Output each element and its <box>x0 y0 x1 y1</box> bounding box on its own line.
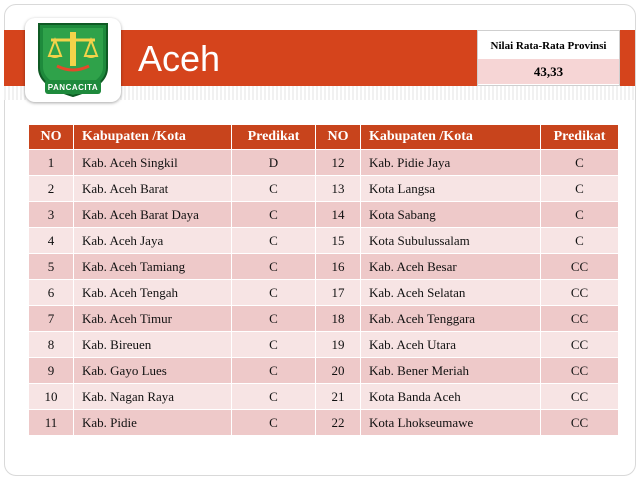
region-name: Kota Langsa <box>361 176 541 202</box>
region-predicate: CC <box>541 254 619 280</box>
row-number: 8 <box>29 332 74 358</box>
row-number: 18 <box>316 306 361 332</box>
region-predicate: CC <box>541 410 619 436</box>
row-number: 11 <box>29 410 74 436</box>
row-number: 6 <box>29 280 74 306</box>
average-score-label: Nilai Rata-Rata Provinsi <box>490 40 607 52</box>
row-number: 22 <box>316 410 361 436</box>
row-number: 12 <box>316 150 361 176</box>
region-name: Kab. Aceh Selatan <box>361 280 541 306</box>
table-row <box>29 358 619 384</box>
row-number: 19 <box>316 332 361 358</box>
region-name: Kab. Gayo Lues <box>74 358 232 384</box>
row-number: 17 <box>316 280 361 306</box>
region-name: Kab. Aceh Tengah <box>74 280 232 306</box>
region-predicate: C <box>541 228 619 254</box>
region-predicate: C <box>232 254 316 280</box>
region-name: Kota Lhokseumawe <box>361 410 541 436</box>
row-number: 2 <box>29 176 74 202</box>
region-predicate: C <box>541 202 619 228</box>
table-header-row <box>29 125 619 150</box>
row-number: 5 <box>29 254 74 280</box>
region-predicate: C <box>232 228 316 254</box>
column-header-name: Kabupaten /Kota <box>74 125 232 150</box>
average-score-value: 43,33 <box>478 59 619 84</box>
row-number: 10 <box>29 384 74 410</box>
region-name: Kab. Nagan Raya <box>74 384 232 410</box>
row-number: 16 <box>316 254 361 280</box>
region-predicate: C <box>232 306 316 332</box>
table-row <box>29 176 619 202</box>
province-logo <box>25 18 121 102</box>
region-predicate: CC <box>541 358 619 384</box>
logo-caption: PANCACITA <box>47 83 99 92</box>
row-number: 13 <box>316 176 361 202</box>
region-predicate: CC <box>541 280 619 306</box>
region-predicate: C <box>232 176 316 202</box>
region-name: Kota Banda Aceh <box>361 384 541 410</box>
table-row <box>29 306 619 332</box>
region-predicate: C <box>232 358 316 384</box>
region-predicate: C <box>232 202 316 228</box>
region-predicate: C <box>232 384 316 410</box>
region-name: Kab. Aceh Timur <box>74 306 232 332</box>
region-name: Kab. Aceh Tamiang <box>74 254 232 280</box>
row-number: 3 <box>29 202 74 228</box>
table-row <box>29 280 619 306</box>
row-number: 21 <box>316 384 361 410</box>
page-title: Aceh <box>138 38 221 79</box>
region-predicate: C <box>541 176 619 202</box>
region-name: Kab. Aceh Tenggara <box>361 306 541 332</box>
table-row <box>29 150 619 176</box>
table-row <box>29 410 619 436</box>
column-header-predicate: Predikat <box>541 125 619 150</box>
row-number: 15 <box>316 228 361 254</box>
region-predicate: CC <box>541 332 619 358</box>
average-score-box <box>477 30 620 86</box>
region-name: Kab. Pidie <box>74 410 232 436</box>
regency-predicate-table <box>28 124 619 436</box>
region-name: Kab. Bireuen <box>74 332 232 358</box>
region-predicate: D <box>232 150 316 176</box>
table-row <box>29 254 619 280</box>
row-number: 7 <box>29 306 74 332</box>
region-predicate: C <box>232 410 316 436</box>
column-header-no: NO <box>29 125 74 150</box>
region-name: Kota Sabang <box>361 202 541 228</box>
row-number: 4 <box>29 228 74 254</box>
region-name: Kab. Bener Meriah <box>361 358 541 384</box>
column-header-predicate: Predikat <box>232 125 316 150</box>
region-name: Kab. Aceh Besar <box>361 254 541 280</box>
row-number: 14 <box>316 202 361 228</box>
region-predicate: CC <box>541 384 619 410</box>
table-row <box>29 202 619 228</box>
table-row <box>29 384 619 410</box>
region-name: Kab. Aceh Utara <box>361 332 541 358</box>
region-name: Kab. Aceh Jaya <box>74 228 232 254</box>
column-header-no: NO <box>316 125 361 150</box>
region-name: Kab. Aceh Barat Daya <box>74 202 232 228</box>
region-name: Kota Subulussalam <box>361 228 541 254</box>
region-predicate: C <box>232 280 316 306</box>
table-row <box>29 332 619 358</box>
row-number: 20 <box>316 358 361 384</box>
region-name: Kab. Pidie Jaya <box>361 150 541 176</box>
table-row <box>29 228 619 254</box>
region-name: Kab. Aceh Singkil <box>74 150 232 176</box>
region-name: Kab. Aceh Barat <box>74 176 232 202</box>
region-predicate: C <box>232 332 316 358</box>
row-number: 9 <box>29 358 74 384</box>
column-header-name: Kabupaten /Kota <box>361 125 541 150</box>
region-predicate: CC <box>541 306 619 332</box>
row-number: 1 <box>29 150 74 176</box>
region-predicate: C <box>541 150 619 176</box>
